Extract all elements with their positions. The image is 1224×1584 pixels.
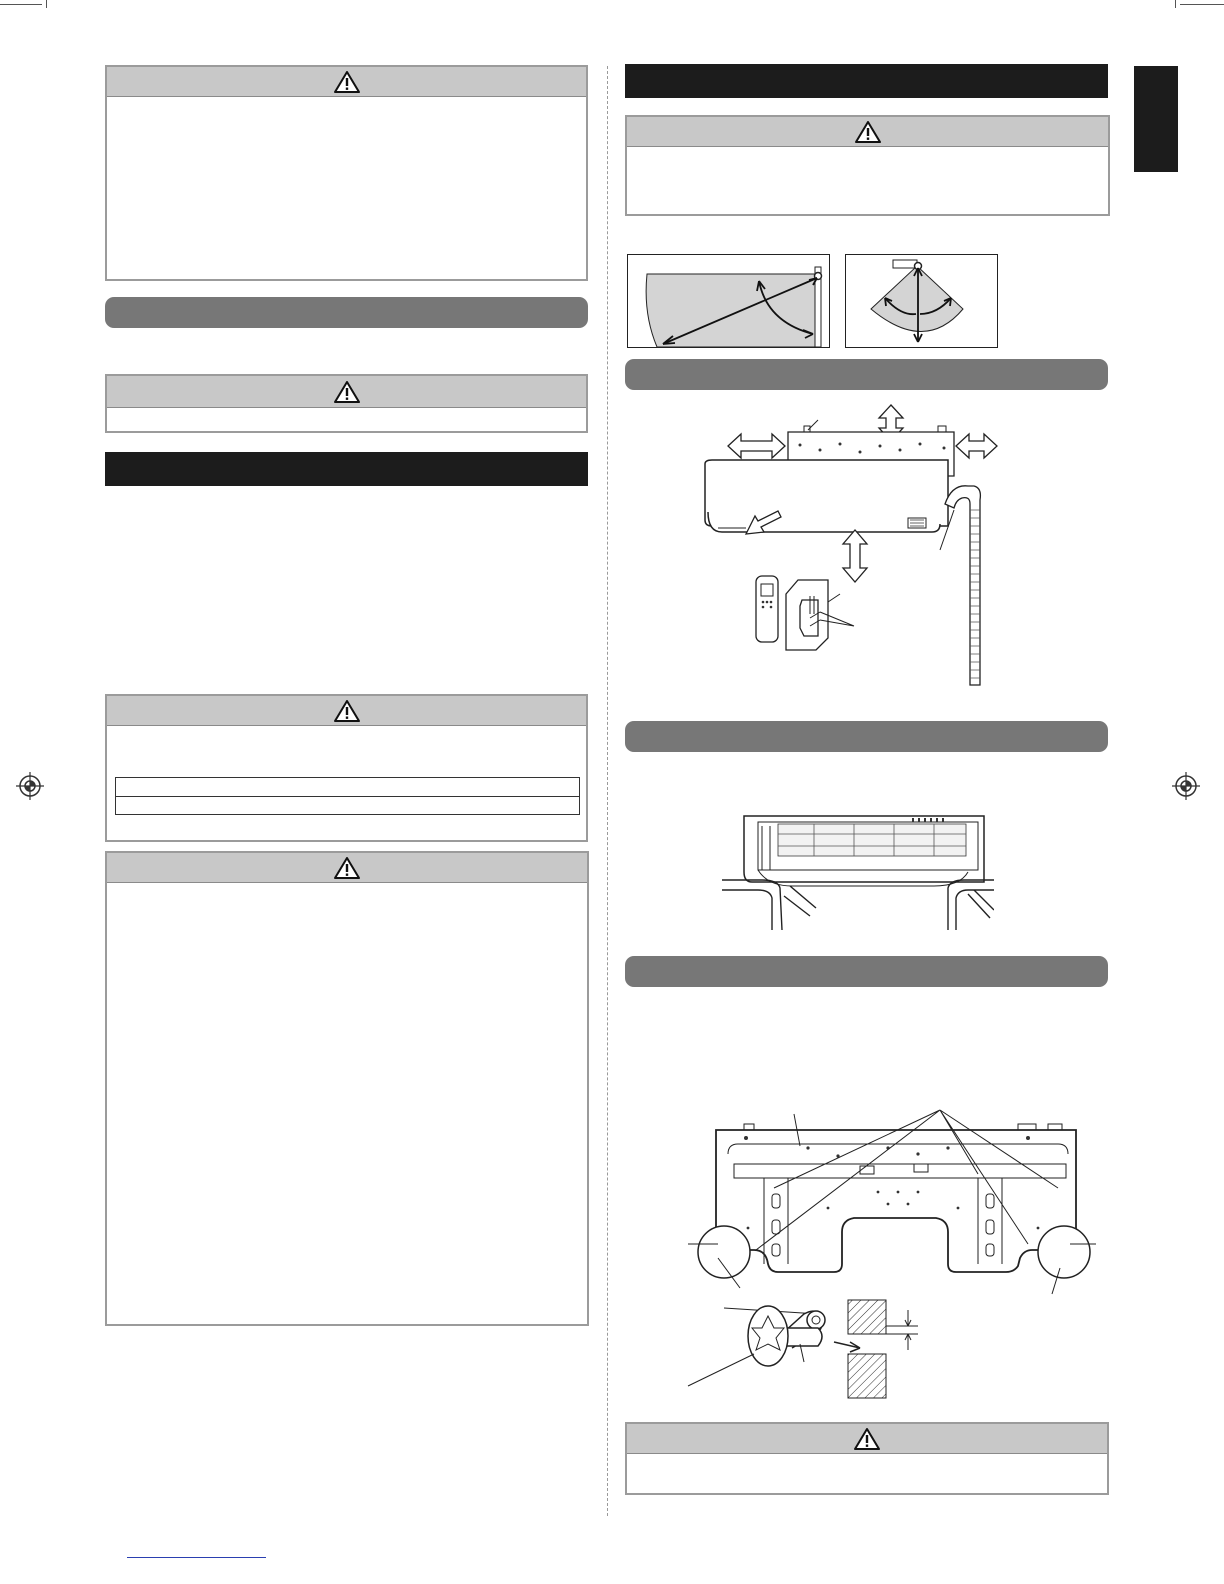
warning-header — [107, 376, 586, 408]
section-title-bar — [105, 452, 588, 486]
warning-box — [105, 374, 588, 433]
warning-header — [627, 1424, 1107, 1454]
top-reception-diagram — [845, 254, 998, 348]
screw-detail-diagram — [684, 1290, 924, 1400]
wall-mounting-plate-diagram — [688, 1108, 1108, 1304]
crop-mark-top-left — [0, 4, 42, 5]
spec-table — [115, 777, 580, 815]
caution-header — [107, 853, 587, 883]
warning-triangle-icon — [853, 1427, 881, 1451]
section-bar — [625, 721, 1108, 752]
warning-triangle-icon — [333, 380, 361, 404]
language-tab — [1134, 66, 1178, 172]
warning-box — [105, 65, 588, 281]
section-bar — [625, 359, 1108, 390]
registration-mark-icon — [1172, 772, 1200, 800]
footer-underline — [127, 1557, 266, 1558]
caution-box — [105, 851, 589, 1326]
column-divider — [607, 66, 608, 1516]
warning-box — [105, 694, 588, 842]
caution-box — [625, 115, 1110, 216]
indoor-unit-diagram — [700, 400, 1000, 690]
section-title-bar — [625, 64, 1108, 98]
spec-table-divider — [116, 796, 579, 797]
warning-triangle-icon — [854, 120, 882, 144]
warning-triangle-icon — [333, 699, 361, 723]
crop-mark-top-right — [1180, 4, 1224, 5]
warning-header — [107, 67, 586, 97]
section-bar — [105, 297, 588, 328]
warning-triangle-icon — [333, 856, 361, 880]
caution-header — [627, 117, 1108, 147]
crop-mark-top-left-v — [46, 0, 47, 8]
registration-mark-icon — [16, 772, 44, 800]
warning-box — [625, 1422, 1109, 1495]
warning-triangle-icon — [333, 70, 361, 94]
crop-mark-top-right-v — [1175, 0, 1176, 8]
unit-piping-diagram — [722, 812, 994, 930]
warning-header — [107, 696, 586, 726]
section-bar — [625, 956, 1108, 987]
side-reception-diagram — [627, 254, 830, 348]
